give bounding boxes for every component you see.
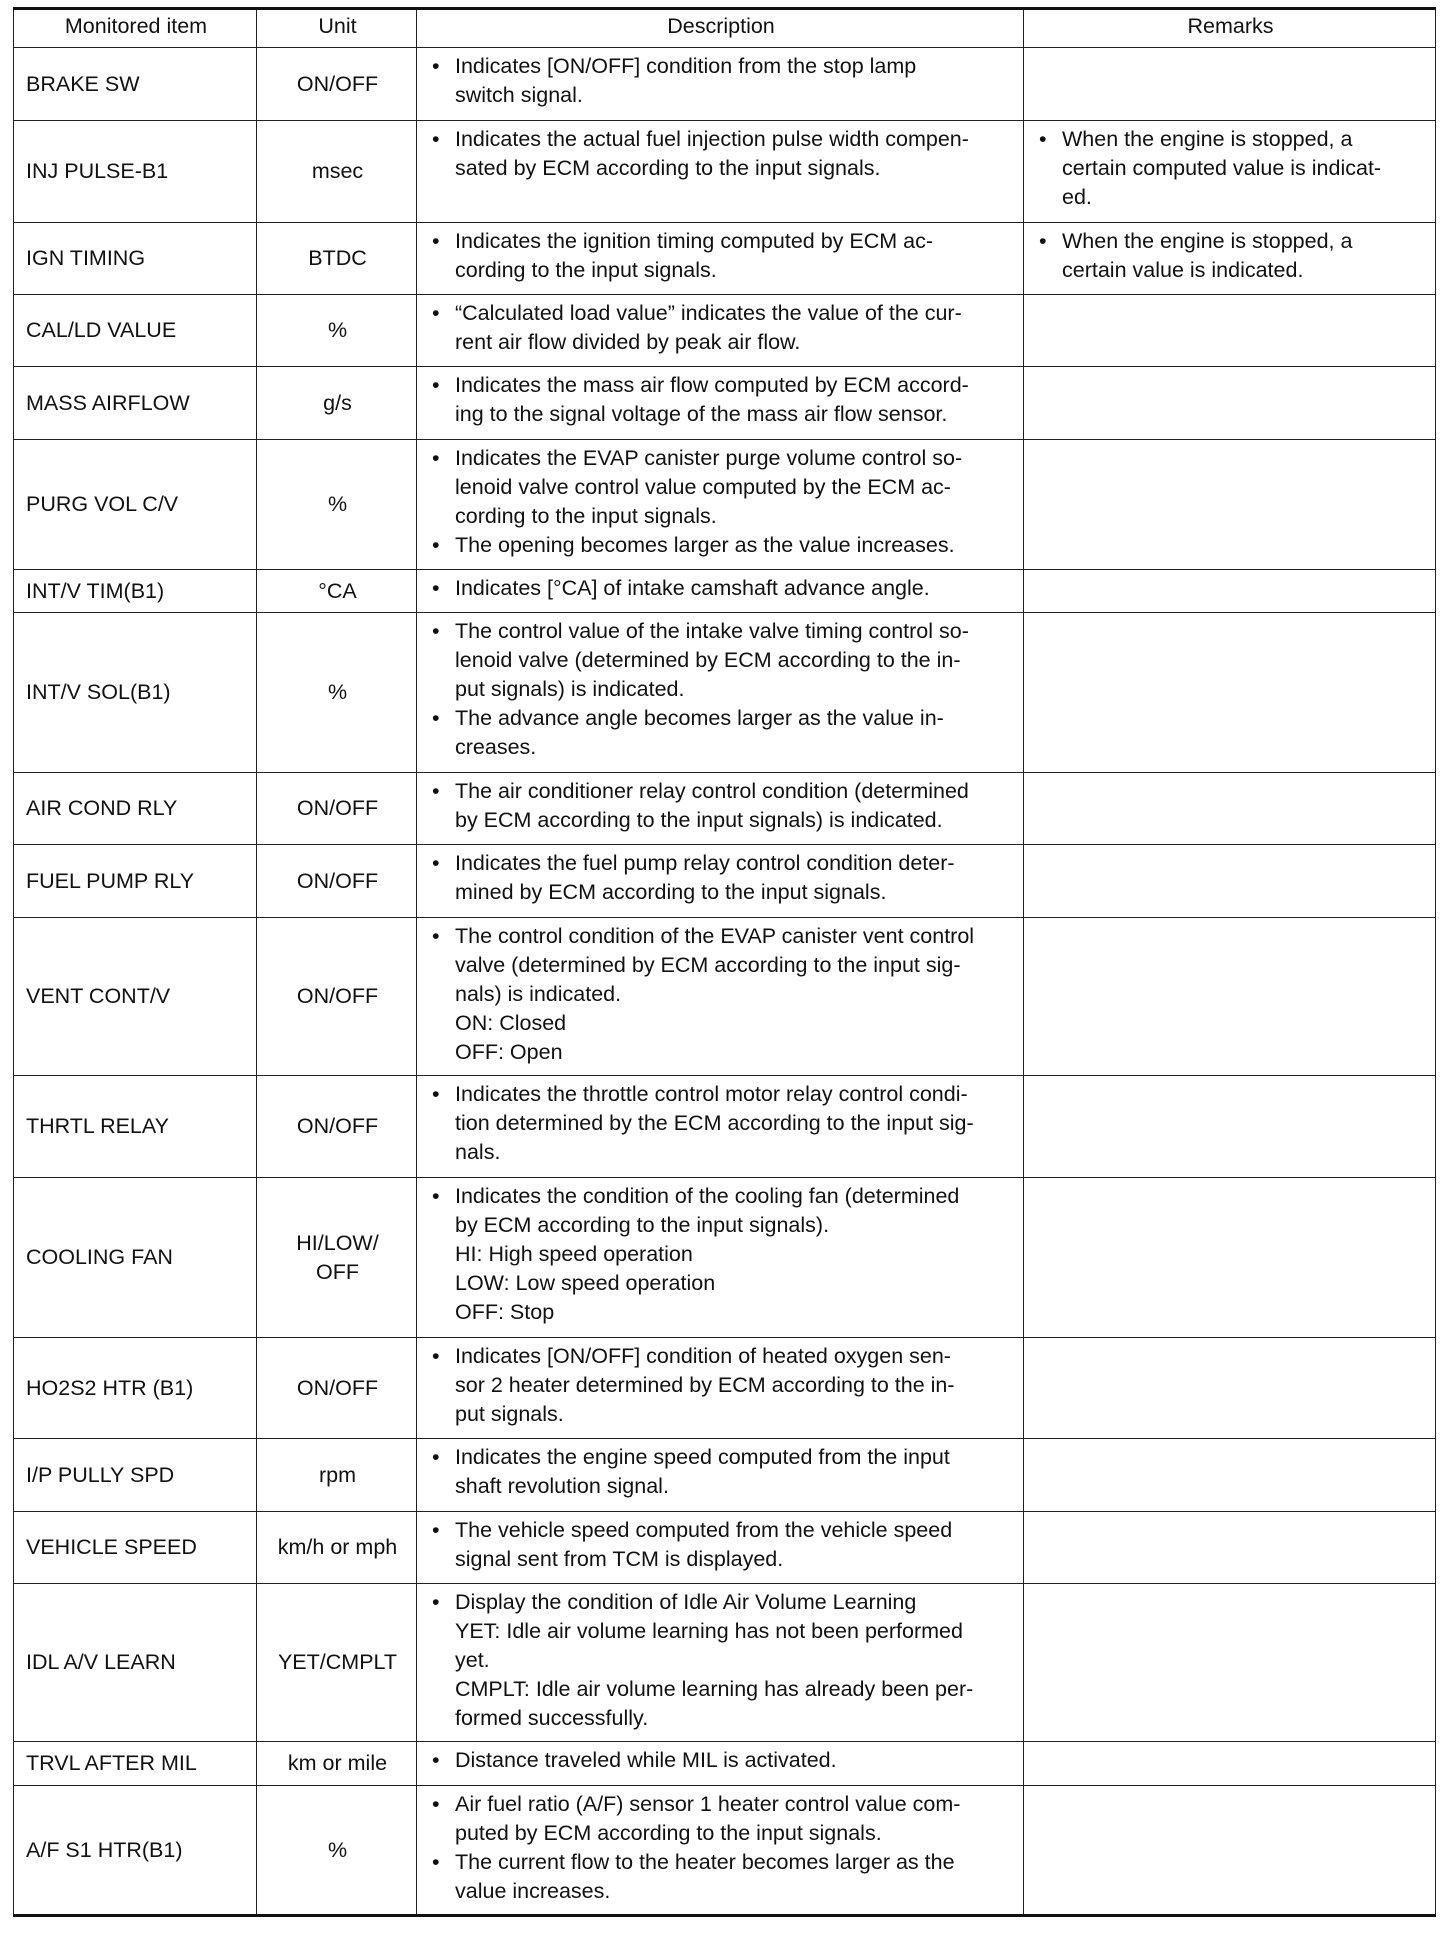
line-text: certain computed value is indicat- [1062, 156, 1382, 180]
description-cell [417, 1512, 1024, 1584]
unit-line: msec [311, 159, 364, 183]
remarks-cell [1024, 48, 1436, 121]
description-line [429, 1400, 1013, 1429]
table-row [14, 223, 1436, 295]
unit-line: °CA [318, 578, 357, 603]
line-text: Indicates [ON/OFF] condition of heated oxygen sen- [455, 1344, 951, 1368]
table-row [14, 121, 1436, 223]
remarks-cell [1024, 1742, 1436, 1786]
description-line [429, 733, 1013, 762]
table-row [14, 367, 1436, 440]
line-text: LOW: Low speed operation [455, 1271, 716, 1295]
description-cell [417, 570, 1024, 613]
bullet-icon: • [432, 1184, 440, 1208]
bullet-icon: • [432, 1344, 440, 1368]
description-line [429, 777, 1013, 806]
description-line [429, 1646, 1013, 1675]
remarks-cell [1024, 223, 1436, 295]
monitored-item-cell: IGN TIMING [14, 223, 257, 295]
remarks-cell [1024, 295, 1436, 367]
description-line [429, 951, 1013, 980]
bullet-icon: • [432, 301, 440, 325]
unit-cell [257, 1786, 417, 1916]
monitored-item-cell: COOLING FAN [14, 1178, 257, 1338]
description-line [429, 574, 1013, 603]
line-text: The advance angle becomes larger as the value in- [455, 706, 944, 730]
description-line [429, 1472, 1013, 1501]
description-line [429, 1371, 1013, 1400]
description-cell [417, 1584, 1024, 1742]
unit-line: BTDC [308, 246, 367, 270]
bullet-icon: • [432, 54, 440, 78]
description-line [429, 1675, 1013, 1704]
line-text: lenoid valve control value computed by the ECM ac- [455, 475, 951, 499]
table-row [14, 845, 1436, 918]
description-line [429, 1545, 1013, 1574]
header-monitored-item: Monitored item [14, 9, 257, 48]
line-text: The air conditioner relay control condition (determined [455, 779, 969, 803]
description-line [429, 473, 1013, 502]
remarks-cell [1024, 440, 1436, 570]
description-line [429, 1443, 1013, 1472]
table-row [14, 570, 1436, 613]
line-text: Indicates [°CA] of intake camshaft advance angle. [455, 576, 930, 600]
description-line [429, 704, 1013, 733]
monitored-item-cell: INT/V SOL(B1) [14, 613, 257, 773]
line-text: put signals) is indicated. [455, 677, 685, 701]
description-line [429, 1790, 1013, 1819]
line-text: Indicates the fuel pump relay control condition deter- [455, 851, 955, 875]
table-row [14, 1584, 1436, 1742]
monitored-item-cell: I/P PULLY SPD [14, 1439, 257, 1512]
description-line [429, 1211, 1013, 1240]
remarks-cell [1024, 1512, 1436, 1584]
unit-line: % [327, 1837, 348, 1862]
header-description: Description [417, 9, 1024, 48]
unit-line: g/s [323, 390, 352, 415]
remarks-line [1036, 256, 1425, 285]
line-text: Display the condition of Idle Air Volume Learning [455, 1590, 917, 1614]
remarks-cell [1024, 918, 1436, 1076]
description-cell [417, 1439, 1024, 1512]
line-text: Indicates the throttle control motor relay control condi- [455, 1082, 968, 1106]
unit-line: YET/CMPLT [277, 1650, 398, 1674]
line-text: CMPLT: Idle air volume learning has already been per- [455, 1677, 974, 1701]
remarks-cell [1024, 367, 1436, 440]
line-text: by ECM according to the input signals) is indicated. [455, 808, 943, 832]
line-text: mined by ECM according to the input signals. [455, 880, 887, 904]
table-row [14, 1338, 1436, 1439]
description-line [429, 256, 1013, 285]
line-text: Indicates the ignition timing computed by ECM ac- [455, 229, 934, 253]
unit-cell [257, 1338, 417, 1439]
description-line [429, 227, 1013, 256]
line-text: The control value of the intake valve timing control so- [455, 619, 969, 643]
unit-line: ON/OFF [296, 1114, 379, 1138]
remarks-line [1036, 183, 1425, 212]
description-cell [417, 613, 1024, 773]
bullet-icon: • [432, 619, 440, 643]
table-header [14, 9, 1436, 48]
unit-line: OFF [316, 1259, 359, 1284]
table-row [14, 440, 1436, 570]
unit-cell [257, 1178, 417, 1338]
bullet-icon: • [432, 1850, 440, 1874]
line-text: ed. [1062, 185, 1092, 209]
remarks-cell [1024, 1584, 1436, 1742]
unit-cell [257, 1076, 417, 1178]
bullet-icon: • [432, 373, 440, 397]
description-cell [417, 1742, 1024, 1786]
table-row [14, 48, 1436, 121]
line-text: Distance traveled while MIL is activated. [455, 1748, 837, 1772]
table-body [14, 48, 1436, 1916]
description-line [429, 1588, 1013, 1617]
description-line [429, 81, 1013, 110]
monitored-item-cell: A/F S1 HTR(B1) [14, 1786, 257, 1916]
monitored-item-cell: HO2S2 HTR (B1) [14, 1338, 257, 1439]
unit-line: ON/OFF [296, 796, 379, 820]
line-text: sated by ECM according to the input signals. [455, 156, 881, 180]
bullet-icon: • [432, 576, 440, 600]
line-text: creases. [455, 735, 537, 759]
line-text: ing to the signal voltage of the mass air flow sensor. [455, 402, 948, 426]
document-page [13, 7, 1435, 1917]
description-line [429, 806, 1013, 835]
bullet-icon: • [432, 1445, 440, 1469]
line-text: value increases. [455, 1879, 611, 1903]
description-line [429, 1848, 1013, 1877]
description-line [429, 1038, 1013, 1067]
unit-cell [257, 613, 417, 773]
description-cell [417, 121, 1024, 223]
remarks-line [1036, 125, 1425, 154]
unit-cell [257, 918, 417, 1076]
unit-cell [257, 773, 417, 845]
description-line [429, 1269, 1013, 1298]
line-text: Indicates [ON/OFF] condition from the stop lamp [455, 54, 917, 78]
remarks-cell [1024, 1178, 1436, 1338]
description-line [429, 328, 1013, 357]
table-row [14, 1178, 1436, 1338]
description-line [429, 617, 1013, 646]
description-line [429, 646, 1013, 675]
remarks-cell [1024, 613, 1436, 773]
unit-line: ON/OFF [296, 984, 379, 1008]
bullet-icon: • [432, 779, 440, 803]
description-line [429, 1342, 1013, 1371]
description-cell [417, 223, 1024, 295]
line-text: Indicates the engine speed computed from the input [455, 1445, 950, 1469]
description-cell [417, 1178, 1024, 1338]
monitored-item-cell: INT/V TIM(B1) [14, 570, 257, 613]
bullet-icon: • [432, 706, 440, 730]
description-line [429, 1240, 1013, 1269]
description-cell [417, 1786, 1024, 1916]
description-line [429, 444, 1013, 473]
monitored-item-cell: INJ PULSE-B1 [14, 121, 257, 223]
bullet-icon: • [432, 533, 440, 557]
monitored-item-cell: FUEL PUMP RLY [14, 845, 257, 918]
remarks-line [1036, 154, 1425, 183]
description-line [429, 299, 1013, 328]
monitored-item-cell: PURG VOL C/V [14, 440, 257, 570]
description-cell [417, 1338, 1024, 1439]
header-remarks: Remarks [1024, 9, 1436, 48]
unit-cell [257, 845, 417, 918]
table-row [14, 1786, 1436, 1916]
description-line [429, 1109, 1013, 1138]
description-line [429, 1138, 1013, 1167]
line-text: Indicates the condition of the cooling fan (determined [455, 1184, 960, 1208]
description-line [429, 1080, 1013, 1109]
header-row [14, 9, 1436, 48]
monitored-item-cell: THRTL RELAY [14, 1076, 257, 1178]
monitored-item-cell: IDL A/V LEARN [14, 1584, 257, 1742]
line-text: signal sent from TCM is displayed. [455, 1547, 784, 1571]
line-text: Indicates the actual fuel injection pulse width compen- [455, 127, 969, 151]
description-line [429, 371, 1013, 400]
description-line [429, 1298, 1013, 1327]
table-row [14, 1076, 1436, 1178]
description-line [429, 154, 1013, 183]
description-line [429, 502, 1013, 531]
description-cell [417, 773, 1024, 845]
line-text: cording to the input signals. [455, 258, 717, 282]
description-line [429, 531, 1013, 560]
line-text: cording to the input signals. [455, 504, 717, 528]
line-text: nals. [455, 1140, 501, 1164]
monitored-item-cell: AIR COND RLY [14, 773, 257, 845]
description-line [429, 52, 1013, 81]
description-line [429, 1704, 1013, 1733]
bullet-icon: • [1039, 127, 1047, 151]
bullet-icon: • [432, 924, 440, 948]
table-row [14, 613, 1436, 773]
description-cell [417, 48, 1024, 121]
unit-cell [257, 223, 417, 295]
bullet-icon: • [432, 851, 440, 875]
line-text: OFF: Open [455, 1040, 563, 1064]
line-text: Air fuel ratio (A/F) sensor 1 heater control value com- [455, 1792, 961, 1816]
description-line [429, 1182, 1013, 1211]
unit-cell [257, 1439, 417, 1512]
description-line [429, 1746, 1013, 1775]
line-text: Indicates the mass air flow computed by ECM accord- [455, 373, 969, 397]
remarks-cell [1024, 1076, 1436, 1178]
bullet-icon: • [432, 1792, 440, 1816]
description-cell [417, 1076, 1024, 1178]
bullet-icon: • [432, 1082, 440, 1106]
monitored-item-cell: TRVL AFTER MIL [14, 1742, 257, 1786]
unit-cell [257, 367, 417, 440]
monitored-item-cell: BRAKE SW [14, 48, 257, 121]
remarks-cell [1024, 1786, 1436, 1916]
monitored-item-cell: CAL/LD VALUE [14, 295, 257, 367]
line-text: The control condition of the EVAP canister vent control [455, 924, 975, 948]
description-line [429, 400, 1013, 429]
line-text: switch signal. [455, 83, 583, 107]
line-text: HI: High speed operation [455, 1242, 693, 1266]
description-cell [417, 295, 1024, 367]
description-line [429, 922, 1013, 951]
description-line [429, 1877, 1013, 1906]
line-text: When the engine is stopped, a [1062, 127, 1353, 151]
line-text: sor 2 heater determined by ECM according to the in- [455, 1373, 955, 1397]
line-text: certain value is indicated. [1062, 258, 1304, 282]
table-row [14, 1512, 1436, 1584]
line-text: “Calculated load value” indicates the value of the cur- [455, 301, 962, 325]
remarks-cell [1024, 1338, 1436, 1439]
description-line [429, 1819, 1013, 1848]
bullet-icon: • [432, 229, 440, 253]
remarks-cell [1024, 121, 1436, 223]
remarks-cell [1024, 570, 1436, 613]
description-cell [417, 918, 1024, 1076]
bullet-icon: • [1039, 229, 1047, 253]
description-line [429, 675, 1013, 704]
line-text: yet. [455, 1648, 490, 1672]
table-row [14, 918, 1436, 1076]
line-text: rent air flow divided by peak air flow. [455, 330, 801, 354]
table-row [14, 1439, 1436, 1512]
description-line [429, 1516, 1013, 1545]
monitored-items-table [13, 7, 1436, 1917]
unit-cell [257, 440, 417, 570]
line-text: OFF: Stop [455, 1300, 555, 1324]
monitored-item-cell: MASS AIRFLOW [14, 367, 257, 440]
bullet-icon: • [432, 1748, 440, 1772]
table-row [14, 1742, 1436, 1786]
line-text: put signals. [455, 1402, 564, 1426]
bullet-icon: • [432, 1590, 440, 1614]
description-cell [417, 440, 1024, 570]
header-unit: Unit [257, 9, 417, 48]
remarks-cell [1024, 845, 1436, 918]
description-line [429, 125, 1013, 154]
remarks-cell [1024, 773, 1436, 845]
line-text: lenoid valve (determined by ECM according to the in- [455, 648, 961, 672]
unit-line: km/h or mph [277, 1535, 398, 1559]
line-text: The vehicle speed computed from the vehicle speed [455, 1518, 953, 1542]
description-line [429, 849, 1013, 878]
line-text: YET: Idle air volume learning has not been performed [455, 1619, 963, 1643]
unit-line: HI/LOW/ [296, 1230, 379, 1255]
unit-line: ON/OFF [296, 1375, 379, 1400]
line-text: formed successfully. [455, 1706, 649, 1730]
line-text: nals) is indicated. [455, 982, 622, 1006]
unit-cell [257, 1584, 417, 1742]
unit-line: % [327, 492, 348, 516]
unit-cell [257, 1742, 417, 1786]
table-row [14, 773, 1436, 845]
unit-line: % [327, 318, 348, 342]
description-cell [417, 367, 1024, 440]
unit-cell [257, 570, 417, 613]
unit-cell [257, 48, 417, 121]
description-cell [417, 845, 1024, 918]
line-text: puted by ECM according to the input signals. [455, 1821, 882, 1845]
unit-cell [257, 1512, 417, 1584]
line-text: shaft revolution signal. [455, 1474, 669, 1498]
description-line [429, 980, 1013, 1009]
line-text: ON: Closed [455, 1011, 567, 1035]
bullet-icon: • [432, 446, 440, 470]
line-text: When the engine is stopped, a [1062, 229, 1353, 253]
line-text: valve (determined by ECM according to the input sig- [455, 953, 961, 977]
line-text: Indicates the EVAP canister purge volume control so- [455, 446, 963, 470]
unit-line: rpm [318, 1462, 357, 1487]
remarks-cell [1024, 1439, 1436, 1512]
bullet-icon: • [432, 1518, 440, 1542]
unit-cell [257, 295, 417, 367]
unit-line: % [327, 680, 348, 704]
line-text: tion determined by the ECM according to the input sig- [455, 1111, 974, 1135]
unit-line: ON/OFF [296, 868, 379, 893]
description-line [429, 1009, 1013, 1038]
monitored-item-cell: VENT CONT/V [14, 918, 257, 1076]
description-line [429, 1617, 1013, 1646]
monitored-item-cell: VEHICLE SPEED [14, 1512, 257, 1584]
unit-line: ON/OFF [296, 71, 379, 96]
bullet-icon: • [432, 127, 440, 151]
remarks-line [1036, 227, 1425, 256]
line-text: The current flow to the heater becomes larger as the [455, 1850, 955, 1874]
table-row [14, 295, 1436, 367]
line-text: The opening becomes larger as the value increases. [455, 533, 955, 557]
line-text: by ECM according to the input signals). [455, 1213, 830, 1237]
description-line [429, 878, 1013, 907]
unit-line: km or mile [287, 1751, 388, 1775]
unit-cell [257, 121, 417, 223]
